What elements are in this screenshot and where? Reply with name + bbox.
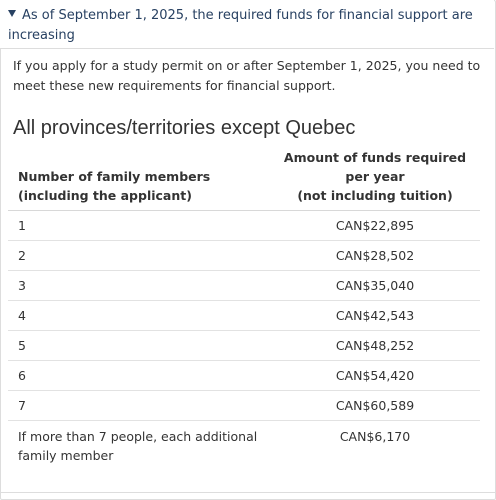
table-row-additional <box>8 421 480 466</box>
amount-cell: CAN$54,420 <box>270 361 480 391</box>
table-row <box>8 391 480 421</box>
intro-paragraph: If you apply for a study permit on or after September 1, 2025, you need to meet these new requirements for financial support. <box>13 58 481 93</box>
members-cell: 3 <box>8 271 270 301</box>
header-amount <box>270 146 480 211</box>
amount-cell: CAN$22,895 <box>270 211 480 241</box>
details-summary-toggle[interactable] <box>0 0 494 49</box>
additional-members-cell: If more than 7 people, each additional family member <box>18 429 258 463</box>
section-heading: All provinces/territories except Quebec <box>13 117 356 139</box>
table-row <box>8 271 480 301</box>
members-cell: 2 <box>8 241 270 271</box>
table-row <box>8 361 480 391</box>
amount-cell: CAN$35,040 <box>270 271 480 301</box>
table-row <box>8 211 480 241</box>
amount-cell: CAN$42,543 <box>270 301 480 331</box>
header-amount-line3: (not including tuition) <box>297 188 453 203</box>
additional-amount-cell: CAN$6,170 <box>339 429 411 444</box>
amount-cell: CAN$60,589 <box>270 391 480 421</box>
expanded-triangle-icon <box>8 10 16 17</box>
members-cell: 4 <box>8 301 270 331</box>
summary-label-container[interactable] <box>8 6 478 46</box>
table-row <box>8 331 480 361</box>
funds-table <box>8 146 480 465</box>
table-header-row <box>8 146 480 211</box>
members-cell: 6 <box>8 361 270 391</box>
members-cell: 1 <box>8 211 270 241</box>
header-family-members <box>8 146 270 211</box>
header-members-line1: Number of family members <box>18 169 211 184</box>
panel-bottom-divider <box>0 492 496 493</box>
header-members-line2: (including the applicant) <box>18 188 192 203</box>
members-cell: 7 <box>8 391 270 421</box>
header-amount-line1: Amount of funds required <box>283 150 467 165</box>
amount-cell: CAN$48,252 <box>270 331 480 361</box>
members-cell: 5 <box>8 331 270 361</box>
table-row <box>8 301 480 331</box>
summary-label[interactable]: As of September 1, 2025, the required funds for financial support are increasing <box>8 8 473 43</box>
table-row <box>8 241 480 271</box>
amount-cell: CAN$28,502 <box>270 241 480 271</box>
header-amount-line2: per year <box>345 169 405 184</box>
